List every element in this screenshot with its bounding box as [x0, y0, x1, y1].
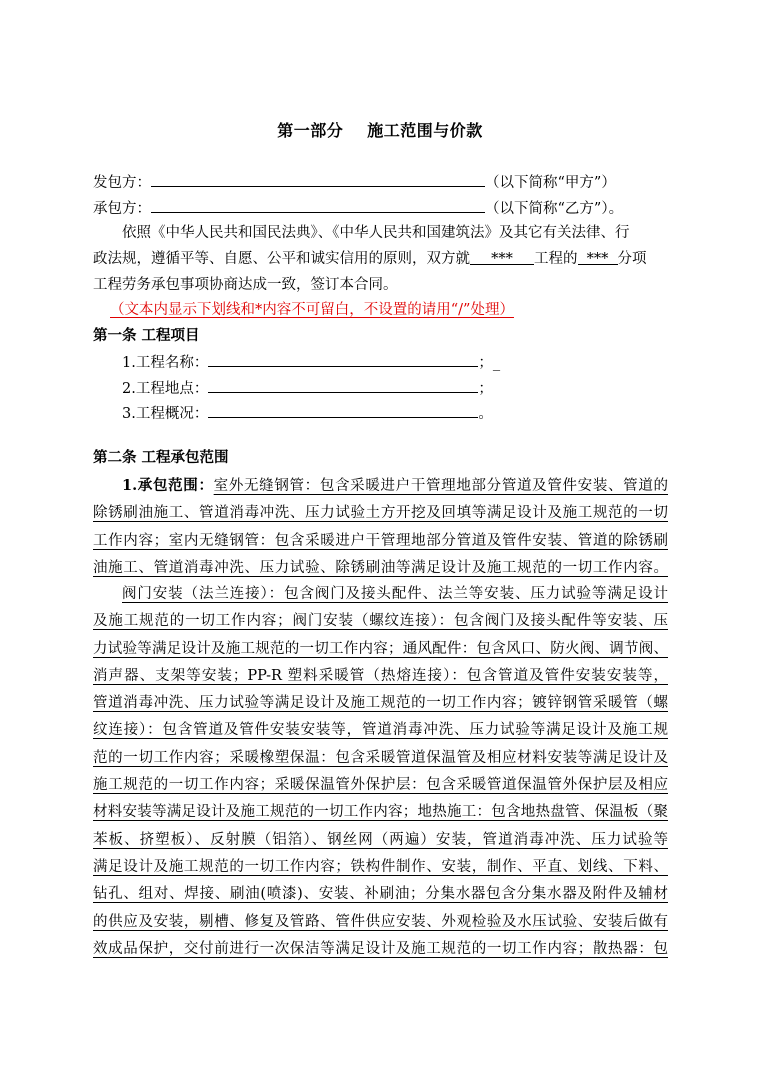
scope-text: 材料安装等满足设计及施工规范的一切工作内容；地热施工：包含地热盘管、保温板（聚 — [93, 804, 668, 821]
scope-text: 满足设计及施工规范的一切工作内容；铁构件制作、安装，制作、平直、划线、下料、 — [93, 858, 668, 875]
project-location-field[interactable] — [208, 377, 478, 393]
subitem-blank-value: *** — [586, 251, 609, 267]
contractor-suffix: （以下简称“乙方”）。 — [485, 201, 624, 217]
scope-line — [93, 663, 668, 690]
scope-line — [93, 581, 668, 608]
scope-text: 及施工规范的一切工作内容；阀门安装（螺纹连接）：包含阀门及接头配件等安装、压 — [93, 613, 668, 630]
scope-text: 效成品保护，交付前进行一次保洁等满足设计及施工规范的一切工作内容；散热器：包 — [93, 940, 668, 957]
scope-paragraph-2 — [93, 581, 668, 963]
employer-suffix: （以下简称“甲方”） — [485, 175, 616, 191]
subitem-blank[interactable] — [578, 249, 618, 265]
scope-text: 消声器、支架等安装；PP-R 塑料采暖管（热熔连接）：包含管道及管件安装安装等， — [93, 667, 668, 684]
intro-text-b: 工程的 — [534, 251, 578, 267]
scope-line — [93, 881, 668, 908]
scope-text: 室外无缝钢管：包含采暖进户干管理地部分管道及管件安装、管道的 — [213, 478, 669, 494]
scope-line — [93, 528, 668, 555]
scope-line — [93, 717, 668, 744]
employer-line — [93, 171, 616, 193]
employer-name-field[interactable] — [151, 171, 485, 187]
article2-heading: 第二条 工程承包范围 — [93, 450, 229, 466]
scope-line — [93, 472, 668, 500]
project-name-label: 1.工程名称： — [122, 355, 209, 371]
scope-text: 工作内容；室内无缝钢管：包含采暖进户干管理地部分管道及管件安装、管道的除锈刷 — [93, 532, 668, 549]
article1-heading: 第一条 工程项目 — [93, 328, 200, 344]
scope-line — [93, 854, 668, 881]
scope-line — [93, 555, 668, 582]
project-name-line — [122, 351, 500, 373]
scope-line — [93, 636, 668, 663]
scope-line — [93, 500, 668, 527]
scope-text: 施工规范的一切工作内容；采暖保温管外保护层：包含采暖管道保温管外保护层及相应 — [93, 777, 668, 794]
scope-label: 1.承包范围： — [122, 477, 214, 494]
scope-line — [93, 772, 668, 799]
scope-text: 的供应及安装，剔槽、修复及管路、管件供应安装、外观检验及水压试验、安装后做有 — [93, 913, 668, 930]
scope-text: 力试验等满足设计及施工规范的一切工作内容；通风配件：包含风口、防火阀、调节阀、 — [93, 640, 668, 657]
project-overview-line — [122, 402, 493, 424]
employer-label: 发包方： — [93, 175, 151, 191]
scope-text: 钻孔、组对、焊接、刷油(喷漆)、安装、补刷油；分集水器包含分集水器及附件及辅材 — [93, 886, 668, 903]
contractor-label: 承包方： — [93, 201, 151, 217]
scope-text: 除锈刷油施工、管道消毒冲洗、压力试验土方开挖及回填等满足设计及施工规范的一切 — [93, 505, 668, 522]
fill-notice: （文本内显示下划线和*内容不可留白，不设置的请用“/”处理） — [110, 302, 514, 318]
project-name-end: ；_ — [478, 355, 501, 371]
scope-line — [93, 745, 668, 772]
intro-text-a: 政法规，遵循平等、自愿、公平和诚实信用的原则，双方就 — [93, 251, 470, 267]
intro-line-1: 依照《中华人民共和国民法典》、《中华人民共和国建筑法》及其它有关法律、行 — [122, 225, 630, 241]
scope-text: 管道消毒冲洗、压力试验等满足设计及施工规范的一切工作内容；镀锌钢管采暖管（螺 — [93, 695, 668, 712]
project-location-end: ； — [478, 381, 493, 397]
scope-line — [93, 608, 668, 635]
project-location-label: 2.工程地点： — [122, 381, 209, 397]
project-overview-label: 3.工程概况： — [122, 406, 209, 422]
scope-line — [93, 799, 668, 826]
scope-line — [93, 936, 668, 963]
scope-text: 阀门安装（法兰连接）：包含阀门及接头配件、法兰等安装、压力试验等满足设计 — [122, 586, 668, 602]
section-title-name: 施工范围与价款 — [367, 121, 483, 140]
project-location-line — [122, 377, 493, 399]
intro-line-3: 工程劳务承包事项协商达成一致，签订本合同。 — [93, 277, 398, 293]
contractor-name-field[interactable] — [151, 197, 485, 213]
intro-text-c: 分项 — [617, 251, 647, 267]
scope-line — [93, 827, 668, 854]
scope-text: 苯板、挤塑板）、反射膜（铝箔）、钢丝网（两遍）安装，管道消毒冲洗、压力试验等 — [93, 831, 668, 848]
section-title — [0, 118, 760, 141]
scope-text: 油施工、管道消毒冲洗、压力试验、除锈刷油等满足设计及施工规范的一切工作内容。 — [93, 559, 668, 576]
intro-line-2 — [93, 249, 647, 269]
contractor-line — [93, 197, 623, 219]
section-title-part: 第一部分 — [277, 121, 344, 140]
project-overview-end: 。 — [478, 406, 493, 422]
scope-text: 纹连接）：包含管道及管件安装安装等，管道消毒冲洗、压力试验等满足设计及施工规 — [93, 722, 668, 739]
project-blank-value: *** — [491, 251, 513, 267]
project-name-field[interactable] — [208, 351, 478, 367]
scope-text: 范的一切工作内容；采暖橡塑保温：包含采暖管道保温管及相应材料安装等满足设计及 — [93, 749, 668, 766]
scope-line — [93, 909, 668, 936]
scope-paragraph-1 — [93, 472, 668, 582]
project-overview-field[interactable] — [208, 402, 478, 418]
project-blank[interactable] — [470, 249, 534, 265]
scope-line — [93, 690, 668, 717]
